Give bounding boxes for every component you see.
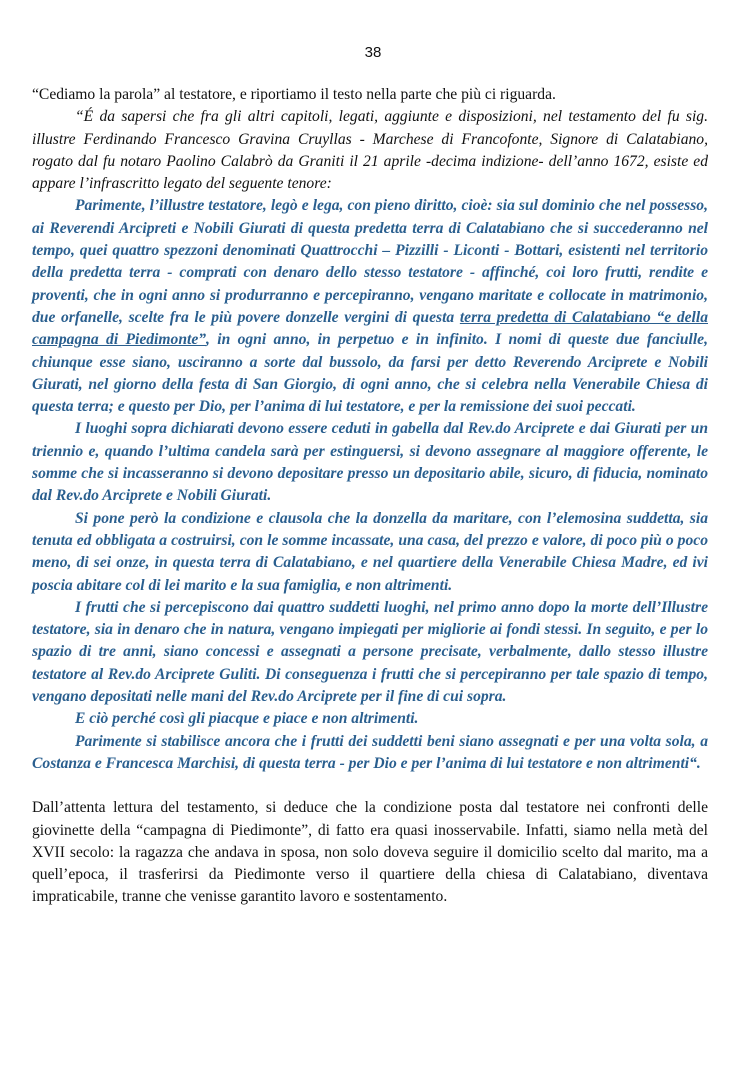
condition-paragraph: Si pone però la condizione e clausola che la donzella da maritare, con l’elemosina suddetta, sia tenuta ed obbligata a costruirsi, con le somme incassate, una casa, del prezzo e valore, di poco più o poco meno, di sei onze, in questa terra di Calatabiano, e nel quartiere della Venerabile Chiesa Madre, ed ivi poscia abitare col di lei marito e la sua famiglia, e non altrimenti. xyxy=(32,509,708,594)
closing-clause-paragraph: E ciò perché così gli piacque e piace e non altrimenti. xyxy=(75,710,419,728)
bequest-text-after: , in ogni anno, in perpetuo e in infinito. I nomi di queste due fanciulle, chiunque esse siano, usciranno a sorte dal bussolo, da farsi per detto Reverendo Arciprete e Nobili Giurati, nel giorno della festa di San Giorgio, di ogni anno, che si celebra nella Venerabile Chiesa di questa terra; e questo per Dio, per l’anima di lui testatore, e per la remissione dei suoi peccati. xyxy=(32,331,708,416)
marchisi-paragraph: Parimente si stabilisce ancora che i frutti dei suddetti beni siano assegnati e per una volta sola, a Costanza e Francesca Marchisi, di questa terra - per Dio e per l’anima di lui testatore e non altrimenti“. xyxy=(32,732,708,772)
gabella-paragraph: I luoghi sopra dichiarati devono essere ceduti in gabella dal Rev.do Arciprete e dai Giurati per un triennio e, quando l’ultima candela sarà per estinguersi, si devono assegnare al maggiore offerente, le somme che si incasseranno si devono depositare presso un depositario abile, sicuro, di fiducia, nominato dal Rev.do Arciprete e Nobili Giurati. xyxy=(32,420,708,505)
paragraph-spacer xyxy=(32,775,708,797)
bequest-paragraph xyxy=(32,195,708,418)
intro-paragraph: “Cediamo la parola” al testatore, e riportiamo il testo nella parte che più ci riguarda. xyxy=(32,86,556,103)
fruits-paragraph: I frutti che si percepiscono dai quattro suddetti luoghi, nel primo anno dopo la morte dell’Illustre testatore, sia in denaro che in natura, vengano impiegati per migliorie ai fondi stessi. In seguito, e per lo spazio di tre anni, siano concessi e assegnati a persone precisate, verbalmente, dallo stesso illustre testatore al Rev.do Arciprete Guliti. Di conseguenza i frutti che si percepiranno per tale spazio di tempo, vengano depositati nelle mani del Rev.do Arciprete per il fine di cui sopra. xyxy=(32,598,708,706)
quote-opening-paragraph: “É da sapersi che fra gli altri capitoli, legati, aggiunte e disposizioni, nel testamento del fu sig. illustre Ferdinando Francesco Gravina Cruyllas - Marchese di Francofonte, Signore di Calatabiano, rogato dal fu notaro Paolino Calabrò da Graniti il 21 aprile -decima indizione- dell’anno 1672, esiste ed appare l’infrascritto legato del seguente tenore: xyxy=(32,108,708,193)
conclusion-paragraph: Dall’attenta lettura del testamento, si deduce che la condizione posta dal testatore nei confronti delle giovinette della “campagna di Piedimonte”, di fatto era quasi inosservabile. Infatti, siamo nella metà del XVII secolo: la ragazza che andava in sposa, non solo doveva seguire il domicilio scelto dal marito, ma a quell’epoca, il trasferirsi da Piedimonte verso il quartiere della chiesa di Calatabiano, diventava impraticabile, tranne che venisse garantito lavoro e sostentamento. xyxy=(32,799,708,906)
bequest-text-before: Parimente, l’illustre testatore, legò e lega, con pieno diritto, cioè: sia sul dominio che nel possesso, ai Reverendi Arcipreti e Nobili Giurati di questa predetta terra di Calatabiano che si succederanno nel tempo, quei quattro spezzoni denominati Quattrocchi – Pizzilli - Liconti - Bottari, esistenti nel territorio della predetta terra - comprati con denaro dello stesso testatore - affinché, coi loro frutti, rendite e proventi, che in ogni anno si produrranno e percepiranno, vengano maritate e collocate in matrimonio, due orfanelle, scelte fra le più povere donzelle vergini di questa xyxy=(32,197,708,326)
page-number: 38 xyxy=(364,44,382,61)
document-body xyxy=(32,84,708,909)
bequest-underlined-text: terra predetta di Calatabiano “e della campagna di Piedimonte” xyxy=(32,308,708,349)
